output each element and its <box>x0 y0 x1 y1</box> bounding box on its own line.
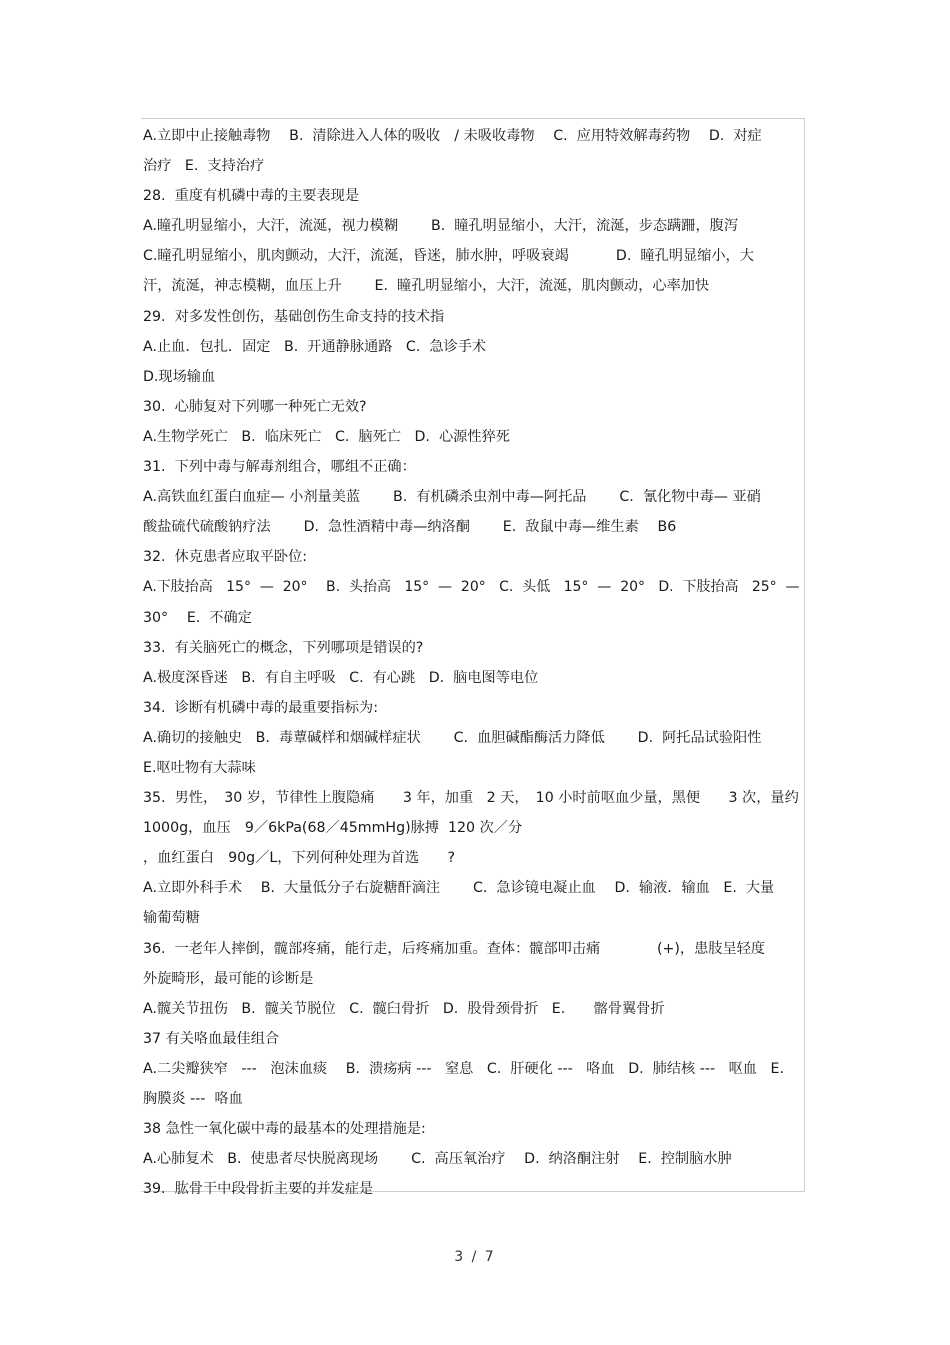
text-line: A.确切的接触史 B. 毒蕈碱样和烟碱样症状 C. 血胆碱酯酶活力降低 D. 阿托品试验阳性 <box>143 729 762 746</box>
question-30: 30. 心肺复对下列哪一种死亡无效? <box>143 398 367 415</box>
text-line: 胸膜炎 --- 咯血 <box>143 1091 243 1107</box>
text-line: A.瞳孔明显缩小，大汗，流涎，视力模糊 B. 瞳孔明显缩小，大汗，流涎，步态蹒跚，腹泻 <box>143 218 739 235</box>
question-28: 28. 重度有机磷中毒的主要表现是 <box>143 188 360 205</box>
text-line: 1000g，血压 9／6kPa(68／45mmHg)脉搏 120 次／分 <box>143 820 523 837</box>
text-line: A.立即中止接触毒物 B. 清除进入人体的吸收 / 未吸收毒物 C. 应用特效解毒药物 D. 对症 <box>143 128 762 144</box>
text-line: 外旋畸形，最可能的诊断是 <box>143 970 314 987</box>
question-37: 37 有关咯血最佳组合 <box>143 1030 280 1047</box>
question-34: 34. 诊断有机磷中毒的最重要指标为: <box>143 699 378 716</box>
text-line: A.心肺复术 B. 使患者尽快脱离现场 C. 高压氧治疗 D. 纳洛酮注射 E. 控制脑水肿 <box>143 1151 732 1168</box>
document-body <box>143 121 805 1204</box>
text-line: 30° E. 不确定 <box>143 609 252 626</box>
question-36: 36. 一老年人摔倒，髋部疼痛，能行走，后疼痛加重。查体：髋部叩击痛 (+)，患肢呈轻度 <box>143 940 766 957</box>
text-line: C.瞳孔明显缩小，肌肉颤动，大汗，流涎，昏迷，肺水肿，呼吸衰竭 D. 瞳孔明显缩小，大 <box>143 248 754 265</box>
text-line: 治疗 E. 支持治疗 <box>143 158 265 175</box>
question-35: 35. 男性， 30 岁，节律性上腹隐痛 3 年，加重 2 天， 10 小时前呕血少量，黑便 3 次，量约 <box>143 790 799 807</box>
question-38: 38 急性一氧化碳中毒的最基本的处理措施是: <box>143 1121 426 1138</box>
text-line: A.生物学死亡 B. 临床死亡 C. 脑死亡 D. 心源性猝死 <box>143 428 510 445</box>
text-line: A.下肢抬高 15° — 20° B. 头抬高 15° — 20° C. 头低 15° — 20° D. 下肢抬高 25° — <box>143 579 800 596</box>
text-line: A.立即外科手术 B. 大量低分子右旋糖酐滴注 C. 急诊镜电凝止血 D. 输液．输血 E. 大量 <box>143 880 775 897</box>
text-line: A.极度深昏迷 B. 有自主呼吸 C. 有心跳 D. 脑电图等电位 <box>143 669 539 686</box>
question-32: 32. 休克患者应取平卧位: <box>143 549 308 566</box>
text-line: 汗，流涎，神志模糊，血压上升 E. 瞳孔明显缩小，大汗，流涎，肌肉颤动，心率加快 <box>143 278 710 295</box>
text-line: D.现场输血 <box>143 368 216 385</box>
text-line: 输葡萄糖 <box>143 910 200 927</box>
text-line: ，血红蛋白 90g／L，下列何种处理为首选 ? <box>143 850 456 867</box>
question-31: 31. 下列中毒与解毒剂组合，哪组不正确： <box>143 459 416 476</box>
question-29: 29. 对多发性创伤，基础创伤生命支持的技术指 <box>143 308 445 325</box>
text-line: A.高铁血红蛋白血症— 小剂量美蓝 B. 有机磷杀虫剂中毒—阿托品 C. 氰化物中毒— 亚硝 <box>143 489 761 506</box>
page-number: 3 / 7 <box>454 1249 496 1265</box>
question-33: 33. 有关脑死亡的概念，下列哪项是错误的? <box>143 639 424 656</box>
text-line: A.二尖瓣狭窄 --- 泡沫血痰 B. 溃疡病 --- 窒息 C. 肝硬化 --- 咯血 D. 肺结核 --- 呕血 E. <box>143 1060 784 1077</box>
question-39: 39. 肱骨干中段骨折主要的并发症是 <box>143 1181 374 1198</box>
text-line: A.髋关节扭伤 B. 髋关节脱位 C. 髋臼骨折 D. 股骨颈骨折 E. 髂骨翼骨折 <box>143 1000 665 1017</box>
text-line: A.止血．包扎．固定 B. 开通静脉通路 C. 急诊手术 <box>143 338 487 355</box>
text-line: 酸盐硫代硫酸钠疗法 D. 急性酒精中毒—纳洛酮 E. 敌鼠中毒—维生素 B6 <box>143 519 677 536</box>
text-line: E.呕吐物有大蒜味 <box>143 759 256 776</box>
